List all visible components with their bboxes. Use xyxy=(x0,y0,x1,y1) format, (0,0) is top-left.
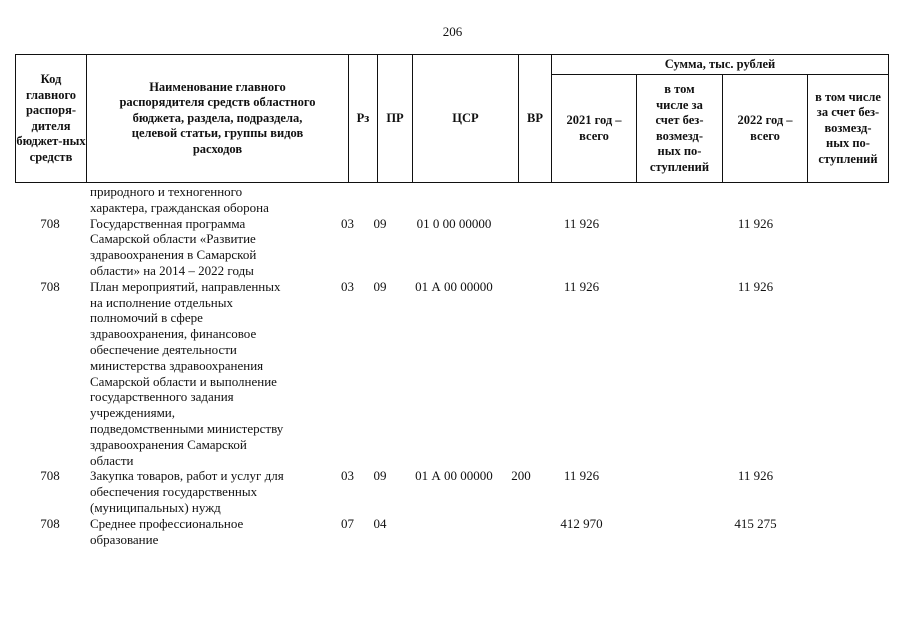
row-name-line: учреждениями, xyxy=(90,405,176,421)
row-sum-2022: 11 926 xyxy=(737,468,774,484)
table-header xyxy=(15,54,889,183)
header-2021-total: 2021 год – всего xyxy=(552,75,637,182)
row-name xyxy=(90,468,335,515)
row-sum-2021: 412 970 xyxy=(560,515,603,531)
row-name-line: природного и техногенного xyxy=(90,184,243,199)
row-code: 708 xyxy=(40,468,60,484)
row-vr: 200 xyxy=(511,468,531,484)
header-csr: ЦСР xyxy=(413,55,519,182)
row-pr: 09 xyxy=(373,215,387,231)
row-code: 708 xyxy=(40,515,60,531)
row-name-line: обеспечения государственных xyxy=(90,484,258,500)
row-code: 708 xyxy=(40,278,60,294)
row-name-line: обеспечение деятельности xyxy=(90,341,237,357)
table-row xyxy=(15,216,889,279)
table-row xyxy=(15,184,889,216)
row-sum-2021: 11 926 xyxy=(563,278,600,294)
header-pr: ПР xyxy=(378,55,413,182)
row-name-line: Среднее профессиональное xyxy=(90,515,244,531)
row-csr: 01 А 00 00000 xyxy=(415,278,493,294)
table-row xyxy=(15,468,889,515)
row-sum-2021: 11 926 xyxy=(563,215,600,231)
row-rz: 03 xyxy=(341,215,354,231)
row-rz: 03 xyxy=(341,278,354,294)
header-2021-free: в том числе за счет без-возмезд-ных по-ступлений xyxy=(637,75,723,182)
row-pr: 09 xyxy=(373,468,387,484)
row-name-line: Государственная программа xyxy=(90,215,246,231)
header-name: Наименование главного распорядителя средств областного бюджета, раздела, подраздела, целевой статьи, группы видов расходов xyxy=(87,55,349,182)
row-csr: 01 А 00 00000 xyxy=(415,468,493,484)
header-code: Код главного распоря-дителя бюджет-ных средств xyxy=(16,55,87,182)
row-rz: 03 xyxy=(341,468,354,484)
row-sum-2022: 415 275 xyxy=(734,515,777,531)
row-name-line: образование xyxy=(90,531,159,547)
header-rz: Рз xyxy=(349,55,378,182)
row-sum-2022: 11 926 xyxy=(737,278,774,294)
table-row xyxy=(15,279,889,469)
row-code: 708 xyxy=(40,215,60,231)
row-name-line: характера, гражданская оборона xyxy=(90,199,269,215)
row-name-line: Закупка товаров, работ и услуг для xyxy=(90,468,284,484)
table-body xyxy=(15,184,889,547)
row-sum-2021: 11 926 xyxy=(563,468,600,484)
row-name xyxy=(90,216,335,279)
row-name-line: здравоохранения в Самарской xyxy=(90,247,257,263)
page-number: 206 xyxy=(442,24,463,39)
row-name-line: План мероприятий, направленных xyxy=(90,278,281,294)
row-sum-2022: 11 926 xyxy=(737,215,774,231)
header-vr: ВР xyxy=(519,55,552,182)
row-name-line: Самарской области и выполнение xyxy=(90,373,277,389)
row-name-line: (муниципальных) нужд xyxy=(90,499,221,515)
row-name xyxy=(90,279,335,469)
header-2022-total: 2022 год – всего xyxy=(723,75,808,182)
row-name-line: здравоохранения Самарской xyxy=(90,436,247,452)
row-name-line: здравоохранения, финансовое xyxy=(90,326,257,342)
row-pr: 04 xyxy=(373,515,387,531)
row-name-line: области» на 2014 – 2022 годы xyxy=(90,262,254,278)
table-row xyxy=(15,516,889,548)
header-2022-free: в том числе за счет без-возмезд-ных по-ступлений xyxy=(815,89,881,166)
row-rz: 07 xyxy=(341,515,354,531)
row-name-line: полномочий в сфере xyxy=(90,310,203,326)
row-pr: 09 xyxy=(373,278,387,294)
row-name-line: министерства здравоохранения xyxy=(90,357,264,373)
row-csr: 01 0 00 00000 xyxy=(416,215,492,231)
header-sum-title: Сумма, тыс. рублей xyxy=(552,55,888,75)
row-name-line: Самарской области «Развитие xyxy=(90,231,256,247)
row-name-line: на исполнение отдельных xyxy=(90,294,233,310)
row-name-line: государственного задания xyxy=(90,389,234,405)
row-name xyxy=(90,516,335,548)
row-name xyxy=(90,184,335,216)
row-name-line: области xyxy=(90,452,134,468)
row-name-line: подведомственными министерству xyxy=(90,420,284,436)
